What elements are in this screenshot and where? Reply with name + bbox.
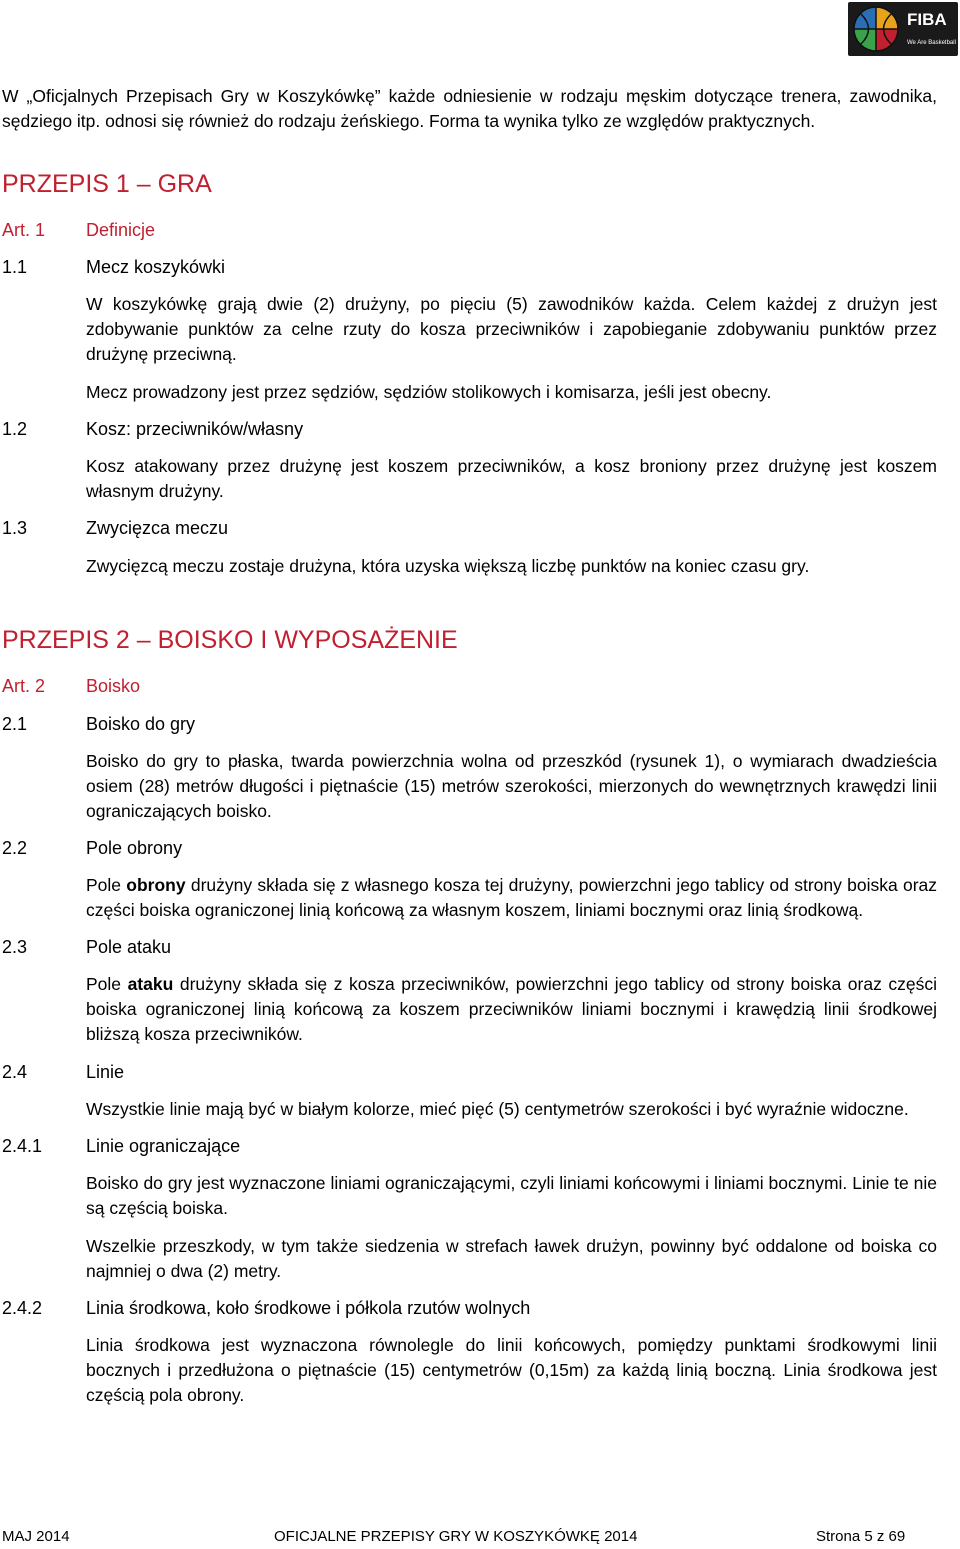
section-2-2-number: 2.2 <box>2 838 28 858</box>
footer-page-number: Strona 5 z 69 <box>816 1528 906 1545</box>
section-1-1-number: 1.1 <box>2 257 28 277</box>
section-2-3-paragraph <box>86 972 937 1047</box>
section-1-2-title: Kosz: przeciwników/własny <box>86 419 304 439</box>
section-2-2-paragraph <box>86 873 937 923</box>
logo-wordmark: FIBA <box>907 10 947 29</box>
section-1-2-paragraph: Kosz atakowany przez drużynę jest koszem przeciwników, a kosz broniony przez drużynę jest koszem własnym drużyny. <box>86 456 937 501</box>
fiba-logo <box>848 2 958 56</box>
section-1-1-paragraph-1: W koszykówkę grają dwie (2) drużyny, po pięciu (5) zawodników każda. Celem każdej z drużyn jest zdobywanie punktów za celne rzuty do kosza przeciwników i zapobieganie zdobywaniu punktów przez drużynę przeciwną. <box>86 294 937 364</box>
rule-2-heading: PRZEPIS 2 – BOISKO I WYPOSAŻENIE <box>2 626 458 654</box>
section-2-4-1-paragraph-2: Wszelkie przeszkody, w tym także siedzenia w strefach ławek drużyn, powinny być oddalone od boiska co najmniej o dwa (2) metry. <box>86 1236 937 1281</box>
section-1-1-title: Mecz koszykówki <box>86 257 226 277</box>
section-2-3-text-end: drużyny składa się z kosza przeciwników, powierzchni jego tablicy od strony boiska oraz części boiska ograniczonej linią końcową za koszem przeciwników liniami bocznymi i krawędzią linii środkowej bliższą kosza przeciwników. <box>86 974 938 1044</box>
section-2-2-text-start: Pole <box>86 875 127 895</box>
section-2-1-number: 2.1 <box>2 714 28 734</box>
section-2-4-paragraph: Wszystkie linie mają być w białym kolorze, mieć pięć (5) centymetrów szerokości i być wyraźnie widoczne. <box>86 1099 909 1119</box>
section-2-4-1-number: 2.4.1 <box>2 1136 43 1156</box>
section-2-3-bold-term: ataku <box>127 974 174 994</box>
section-2-4-2-title: Linia środkowa, koło środkowe i półkola rzutów wolnych <box>86 1298 531 1318</box>
basketball-globe-icon <box>851 4 901 54</box>
section-2-3-number: 2.3 <box>2 937 28 957</box>
section-2-4-title: Linie <box>86 1062 125 1082</box>
section-2-4-2-number: 2.4.2 <box>2 1298 43 1318</box>
section-2-4-number: 2.4 <box>2 1062 28 1082</box>
section-1-1-paragraph-2: Mecz prowadzony jest przez sędziów, sędziów stolikowych i komisarza, jeśli jest obecny. <box>86 382 772 402</box>
article-2-number: Art. 2 <box>2 676 46 696</box>
section-2-3-text-start: Pole <box>86 974 128 994</box>
section-2-1-paragraph: Boisko do gry to płaska, twarda powierzchnia wolna od przeszkód (rysunek 1), o wymiarach dwadzieścia osiem (28) metrów długości i piętnaście (15) metrów szerokości, mierzonych do wewnętrznych krawędzi linii ograniczających boisko. <box>86 751 937 821</box>
section-1-3-number: 1.3 <box>2 518 28 538</box>
section-2-3-title: Pole ataku <box>86 937 172 957</box>
logo-tagline: We Are Basketball <box>907 40 956 46</box>
section-2-2-bold-term: obrony <box>126 875 186 895</box>
section-2-4-1-paragraph-1: Boisko do gry jest wyznaczone liniami ograniczającymi, czyli liniami końcowymi i liniami bocznymi. Linie te nie są częścią boiska. <box>86 1173 937 1218</box>
intro-paragraph: W „Oficjalnych Przepisach Gry w Koszykówkę” każde odniesienie w rodzaju męskim dotyczące trenera, zawodnika, sędziego itp. odnosi się również do rodzaju żeńskiego. Forma ta wynika tylko ze względów praktycznych. <box>2 86 937 131</box>
article-1-number: Art. 1 <box>2 220 46 240</box>
section-2-4-1-title: Linie ograniczające <box>86 1136 241 1156</box>
section-2-1-title: Boisko do gry <box>86 714 196 734</box>
section-1-3-title: Zwycięzca meczu <box>86 518 229 538</box>
section-2-2-text-end: drużyny składa się z własnego kosza tej drużyny, powierzchni jego tablicy od strony boiska oraz części boiska ograniczonej linią końcową za własnym koszem, liniami bocznymi oraz linią środkową. <box>86 875 938 920</box>
article-1-title: Definicje <box>86 220 156 240</box>
footer-document-title: OFICJALNE PRZEPISY GRY W KOSZYKÓWKĘ 2014 <box>274 1528 638 1545</box>
section-2-4-2-paragraph: Linia środkowa jest wyznaczona równolegle do linii końcowych, pomiędzy punktami środkowymi linii bocznych i przedłużona o piętnaście (15) centymetrów (0,15m) za każdą linią boczną. Linia środkowa jest częścią pola obrony. <box>86 1335 937 1405</box>
section-2-2-title: Pole obrony <box>86 838 183 858</box>
section-1-3-paragraph: Zwycięzcą meczu zostaje drużyna, która uzyska większą liczbę punktów na koniec czasu gry. <box>86 556 810 576</box>
rule-1-heading: PRZEPIS 1 – GRA <box>2 170 212 198</box>
footer-date: MAJ 2014 <box>2 1528 70 1545</box>
article-2-title: Boisko <box>86 676 141 696</box>
section-1-2-number: 1.2 <box>2 419 28 439</box>
